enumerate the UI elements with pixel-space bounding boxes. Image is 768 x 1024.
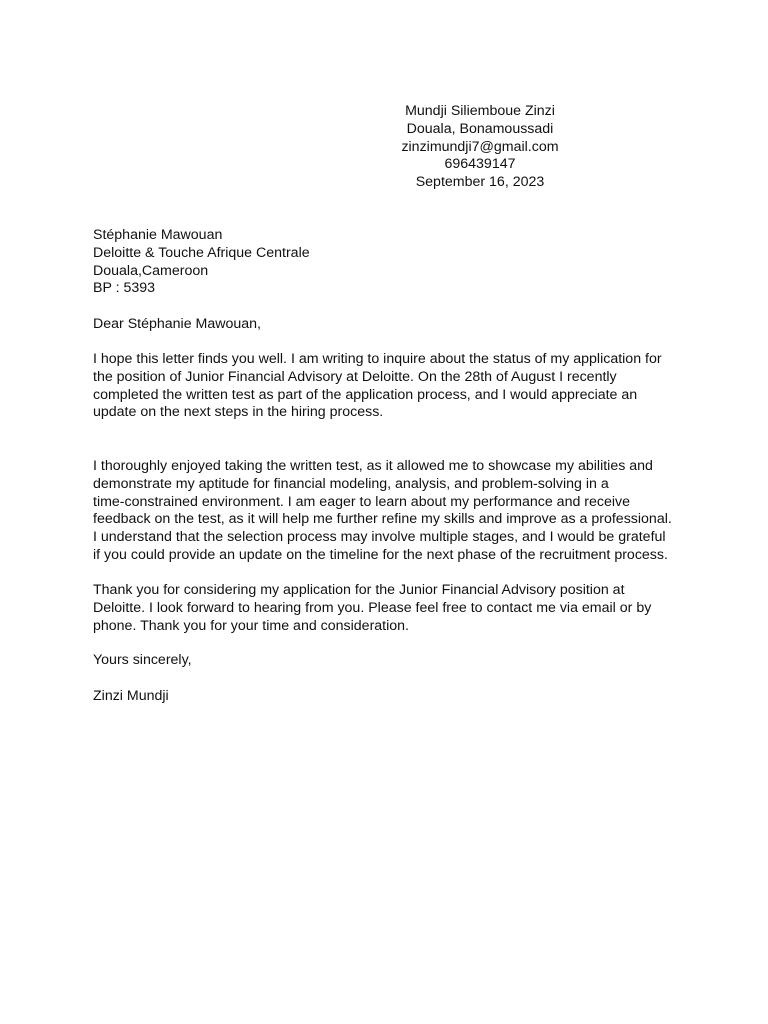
paragraph-1 xyxy=(93,351,683,422)
sender-name: Mundji Siliemboue Zinzi xyxy=(405,103,555,119)
sender-block xyxy=(380,103,580,192)
recipient-city: Douala,Cameroon xyxy=(93,262,209,279)
sender-address: Douala, Bonamoussadi xyxy=(406,120,554,137)
recipient-name: Stéphanie Mawouan xyxy=(93,227,223,243)
sender-email: zinzimundji7@gmail.com xyxy=(401,138,559,155)
paragraph-line: I hope this letter finds you well. I am writing to inquire about the status of my application for xyxy=(93,351,662,367)
paragraph-line: update on the next steps in the hiring process. xyxy=(93,404,384,421)
signature xyxy=(93,688,683,706)
letter-date: September 16, 2023 xyxy=(415,174,545,191)
paragraph-2 xyxy=(93,458,683,565)
recipient-po-box: BP : 5393 xyxy=(93,280,156,297)
paragraph-line: the position of Junior Financial Advisory at Deloitte. On the 28th of August I recently xyxy=(93,368,617,385)
sender-phone: 696439147 xyxy=(444,156,516,173)
paragraph-line: Thank you for considering my application for the Junior Financial Advisory position at xyxy=(93,582,625,598)
paragraph-line: time-constrained environment. I am eager to learn about my performance and receive xyxy=(93,493,631,510)
salutation xyxy=(93,316,683,334)
signature-text: Zinzi Mundji xyxy=(93,688,169,704)
closing xyxy=(93,652,683,670)
paragraph-line: phone. Thank you for your time and consideration. xyxy=(93,617,409,634)
paragraph-line: completed the written test as part of the application process, and I would appreciate an xyxy=(93,386,638,403)
paragraph-line: feedback on the test, as it will help me further refine my skills and improve as a professional. xyxy=(93,511,672,528)
paragraph-line: demonstrate my aptitude for financial modeling, analysis, and problem-solving in a xyxy=(93,475,609,492)
paragraph-3 xyxy=(93,582,683,635)
paragraph-line: I thoroughly enjoyed taking the written test, as it allowed me to showcase my abilities and xyxy=(93,458,653,474)
paragraph-line: if you could provide an update on the timeline for the next phase of the recruitment process. xyxy=(93,546,668,563)
recipient-block xyxy=(93,227,683,298)
closing-text: Yours sincerely, xyxy=(93,652,192,668)
paragraph-line: I understand that the selection process may involve multiple stages, and I would be grateful xyxy=(93,529,666,546)
salutation-text: Dear Stéphanie Mawouan, xyxy=(93,316,261,332)
paragraph-line: Deloitte. I look forward to hearing from you. Please feel free to contact me via email or by xyxy=(93,599,652,616)
recipient-company: Deloitte & Touche Afrique Centrale xyxy=(93,244,310,261)
